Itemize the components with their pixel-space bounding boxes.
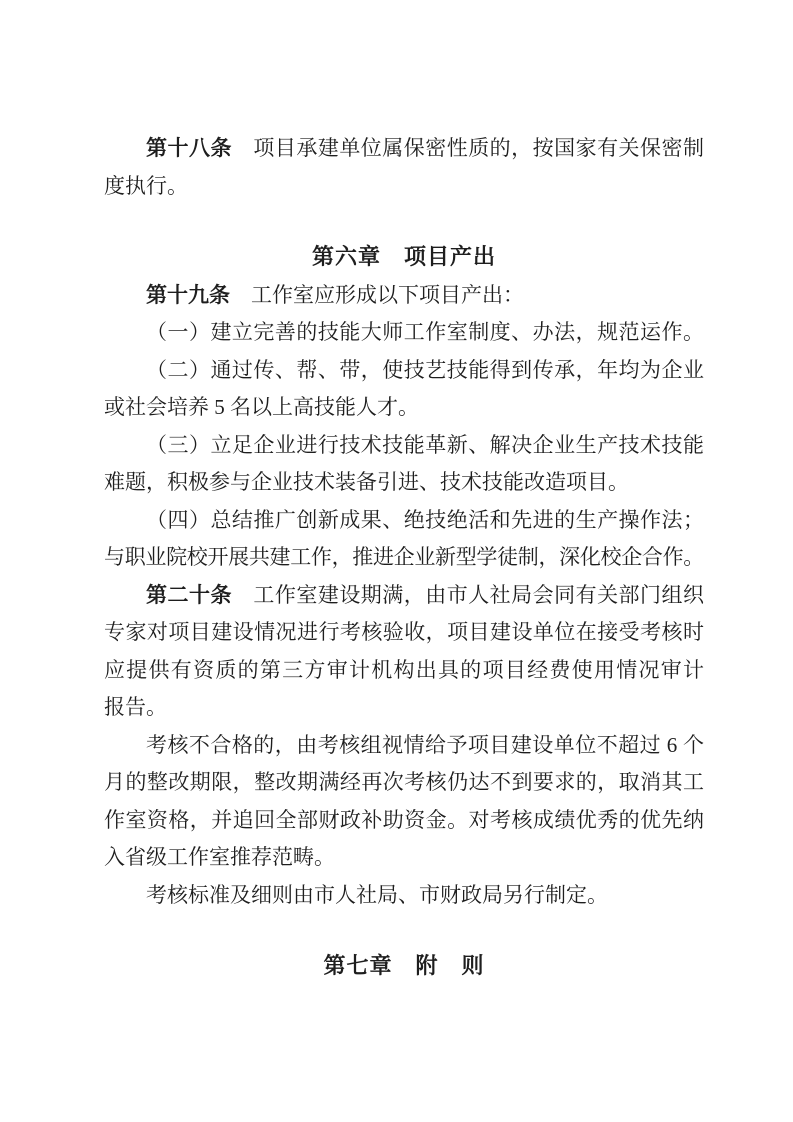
document-body xyxy=(104,130,704,986)
paragraph xyxy=(104,314,704,352)
paragraph xyxy=(104,577,704,727)
paragraph xyxy=(104,130,704,205)
text-line: 月的整改期限，整改期满经再次考核仍达不到要求的，取消其工 xyxy=(104,770,704,794)
paragraph xyxy=(104,277,704,315)
text-line: （一）建立完善的技能大师工作室制度、办法，规范运作。 xyxy=(146,320,704,344)
paragraph xyxy=(104,352,704,427)
text-line: （二）通过传、帮、带，使技艺技能得到传承，年均为企业 xyxy=(146,357,704,382)
paragraph xyxy=(104,877,704,915)
paragraph xyxy=(104,427,704,502)
text-line: 难题，积极参与企业技术装备引进、技术技能改造项目。 xyxy=(104,470,629,494)
article-number: 第十八条 xyxy=(146,136,232,160)
text-line: 第十九条 工作室应形成以下项目产出： xyxy=(146,282,524,307)
text-line: 专家对项目建设情况进行考核验收，项目建设单位在接受考核时 xyxy=(104,620,704,644)
text-line: 与职业院校开展共建工作，推进企业新型学徒制，深化校企合作。 xyxy=(104,545,704,569)
text-line: 报告。 xyxy=(104,695,167,719)
text-line: 度执行。 xyxy=(104,173,188,198)
text-line: 考核不合格的，由考核组视情给予项目建设单位不超过 6 个 xyxy=(146,732,704,757)
text-line: 第二十条 工作室建设期满，由市人社局会同有关部门组织 xyxy=(146,582,704,607)
text-line: 作室资格，并追回全部财政补助资金。对考核成绩优秀的优先纳 xyxy=(104,807,704,832)
chapter-heading: 第七章 附 则 xyxy=(323,953,485,978)
article-number: 第二十条 xyxy=(146,582,232,607)
paragraph xyxy=(104,727,704,877)
text-line: 入省级工作室推荐范畴。 xyxy=(104,845,335,869)
paragraph xyxy=(104,502,704,577)
text-line: （四）总结推广创新成果、绝技绝活和先进的生产操作法； xyxy=(146,507,704,532)
text-line: 或社会培养 5 名以上高技能人才。 xyxy=(104,395,419,419)
text-line: 应提供有资质的第三方审计机构出具的项目经费使用情况审计 xyxy=(104,657,704,682)
text-line: 第十八条 项目承建单位属保密性质的，按国家有关保密制 xyxy=(146,136,704,160)
text-line: （三）立足企业进行技术技能革新、解决企业生产技术技能 xyxy=(146,432,704,457)
article-number: 第十九条 xyxy=(146,282,230,307)
text-line: 考核标准及细则由市人社局、市财政局另行制定。 xyxy=(146,882,608,907)
chapter-heading: 第六章 项目产出 xyxy=(311,244,496,269)
